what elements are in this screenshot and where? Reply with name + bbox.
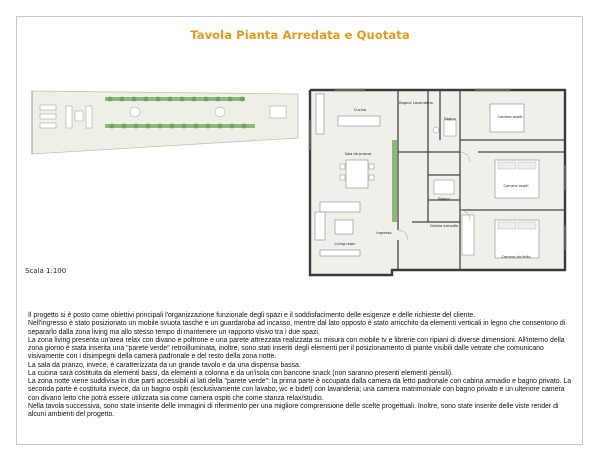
room-label-bagno-1: Bagno [444, 117, 456, 121]
room-label-cucina: Cucina [353, 108, 367, 112]
room-label-camera-ospiti-1: Camera ospiti [497, 115, 523, 119]
description-paragraph: La zona notte viene suddivisa in due parti accessibili ai lati della "parete verde": la prima parte è occupata dalla camera da letto padronale con cabina armadio e bagno privato. La seconda parte è costituita invece, da un bagno ospiti (esclusivamente con lavabo, wc e bidet) con lavanderia; una camera matrimoniale con bagno privato e un ulteriore camera con divano letto che potrà essere utilizzata sia come camera ospiti che come stanza relax/studio. [28, 378, 572, 402]
planter-top [105, 97, 245, 101]
room-label-camera-letto: Camera da letto [501, 255, 531, 259]
kitchen-island [338, 116, 380, 126]
floor-plan [20, 80, 580, 280]
description-paragraph: La zona living presenta un'area relax con divano e poltrone e una parete attrezzata realizzata su misura con mobile tv e librerie con ripiani di diverse dimensioni. All'interno della zona giorno è stata inserita una "parete verde" retroilluminata, inoltre, sono stati inseriti degli elementi per il posizionamento di piante visibili dalle vetrate che comunicano visivamente con i disimpegni della camera padronale e del resto della zona notte. [28, 336, 565, 361]
scale-label: Scala 1:100 [25, 267, 67, 275]
page-title: Tavola Pianta Arredata e Quotata [190, 28, 410, 42]
room-label-camera-ospiti-2: Camera ospiti [503, 184, 529, 188]
description-text [28, 312, 576, 419]
description-paragraph: Nell'ingresso è stato posizionato un mobile svuota tasche e un guardaroba ad incasso, mentre dal lato opposto è stato arricchito da elementi verticali in legno che consentono di separarlo dalla zona living ma allo stesso tempo di mantenere un rapporto visivo tra i due spazi. [28, 320, 566, 336]
room-label-living: Living room [334, 242, 356, 246]
description-paragraph: Il progetto si è posto come obiettivi principali l'organizzazione funzionale degli spazi e il soddisfacimento delle esigenze e delle richieste del cliente. [28, 312, 476, 319]
description-paragraph: La cucina sarà costituita da elementi bassi, da elementi a colonna e da un'isola con bancone snack (non saranno presenti elementi pensili). [28, 369, 453, 377]
room-label-bagno-lavanderia: Bagno/ Lavanderia [399, 101, 433, 105]
apartment-floor [310, 90, 565, 275]
room-label-cabina-armadio: Cabina armadio [429, 224, 459, 228]
sofa [320, 202, 360, 212]
green-wall [392, 140, 397, 222]
dining-table [346, 160, 368, 188]
terrace [32, 91, 298, 154]
room-label-bagno-2: Bagno [438, 197, 450, 201]
description-paragraph: La sala da pranzo, invece, è caratterizzata da un grande tavolo e da una dispensa bassa. [28, 361, 301, 369]
description-paragraph: Nella tavola successiva, sono state inserite delle immagini di riferimento per una migliore comprensione delle scelte progettuali. Inoltre, sono state inserite delle viste render di alcuni ambienti del progetto. [28, 402, 559, 418]
room-label-sala: Sala da pranzo [344, 152, 372, 156]
room-label-ingresso: Ingresso [376, 231, 392, 235]
